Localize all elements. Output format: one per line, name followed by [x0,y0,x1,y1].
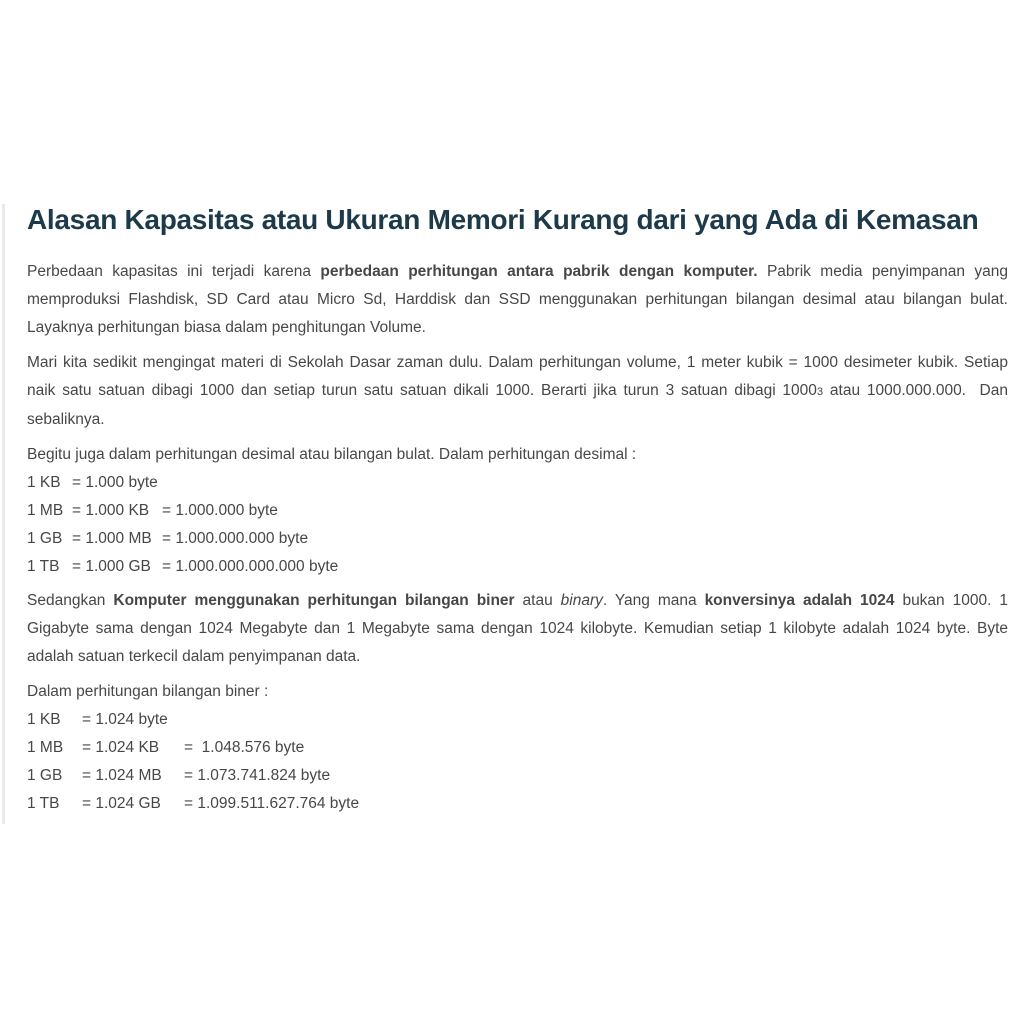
conversion-cell: = 1.000.000.000.000 byte [162,558,339,575]
text-segment: konversinya adalah 1024 [704,592,895,609]
conversion-row [27,734,1008,762]
conversion-row [27,497,1008,525]
conversion-cell: = 1.073.741.824 byte [184,767,331,784]
text-segment: Komputer menggunakan perhitungan bilangan biner [113,592,515,609]
conversion-cell: 1 GB [27,530,63,547]
text-segment: Begitu juga dalam perhitungan desimal atau bilangan bulat. Dalam perhitungan desimal : [27,446,637,463]
text-segment: Perbedaan kapasitas ini terjadi karena [27,263,321,280]
conversion-row [27,762,1008,790]
text-segment: atau [514,592,561,609]
conversion-cell: = 1.000 KB [72,502,150,519]
text-segment: perbedaan perhitungan antara pabrik dengan komputer. [320,263,758,280]
paragraph-volume [27,349,1008,434]
conversion-cell: 1 MB [27,739,64,756]
conversion-row [27,469,1008,497]
conversion-cell: 1 TB [27,795,60,812]
conversion-row [27,790,1008,818]
conversion-row [27,706,1008,734]
conversion-cell: = 1.024 KB [82,739,160,756]
paragraph-binary-intro [27,678,1008,706]
article-content [27,200,1008,818]
decimal-conversion-list [27,469,1008,581]
conversion-cell: = 1.000.000.000 byte [162,530,309,547]
paragraph-intro [27,258,1008,342]
paragraph-decimal-intro [27,441,1008,469]
text-segment: Pabrik media penyimpanan yang memproduksi Flashdisk, SD Card atau Micro Sd, Harddisk dan SSD menggunakan perhitungan bilangan desimal atau bilangan bulat. Layaknya perhitungan biasa dalam penghitungan Volume. [27,263,1008,336]
text-segment: . Yang mana [602,592,705,609]
conversion-cell: = 1.024 GB [82,795,161,812]
conversion-cell: = 1.000 GB [72,558,151,575]
conversion-cell: 1 GB [27,767,63,784]
text-segment: atau 1000.000.000. Dan sebaliknya. [27,382,1008,428]
conversion-row [27,525,1008,553]
paragraph-binary [27,587,1008,671]
conversion-cell: = 1.000.000 byte [162,502,278,519]
text-segment: Dalam perhitungan bilangan biner : [27,683,269,700]
text-segment: 3 [816,386,824,398]
conversion-cell: 1 TB [27,558,60,575]
conversion-cell: = 1.000 byte [72,474,158,491]
left-border-rule [2,204,5,824]
conversion-row [27,553,1008,581]
text-segment: bukan 1000. 1 Gigabyte sama dengan 1024 Megabyte dan 1 Megabyte sama dengan 1024 kilobyte. Kemudian setiap 1 kilobyte adalah 1024 byte. Byte adalah satuan terkecil dalam penyimpanan data. [27,592,1008,665]
conversion-cell: = 1.000 MB [72,530,152,547]
conversion-cell: 1 KB [27,711,61,728]
text-segment: binary [560,592,603,609]
conversion-cell: = 1.024 MB [82,767,162,784]
conversion-cell: 1 MB [27,502,64,519]
page-title: Alasan Kapasitas atau Ukuran Memori Kurang dari yang Ada di Kemasan [27,204,979,235]
conversion-cell: = 1.099.511.627.764 byte [184,795,360,812]
conversion-cell: 1 KB [27,474,61,491]
binary-conversion-list [27,706,1008,818]
text-segment: Mari kita sedikit mengingat materi di Sekolah Dasar zaman dulu. Dalam perhitungan volume, 1 meter kubik = 1000 desimeter kubik. Setiap naik satu satuan dibagi 1000 dan setiap turun satu satuan dikali 1000. Berarti jika turun 3 satuan dibagi 1000 [27,354,1008,399]
conversion-cell: = 1.048.576 byte [184,739,305,756]
conversion-cell: = 1.024 byte [82,711,168,728]
text-segment: Sedangkan [27,592,114,609]
